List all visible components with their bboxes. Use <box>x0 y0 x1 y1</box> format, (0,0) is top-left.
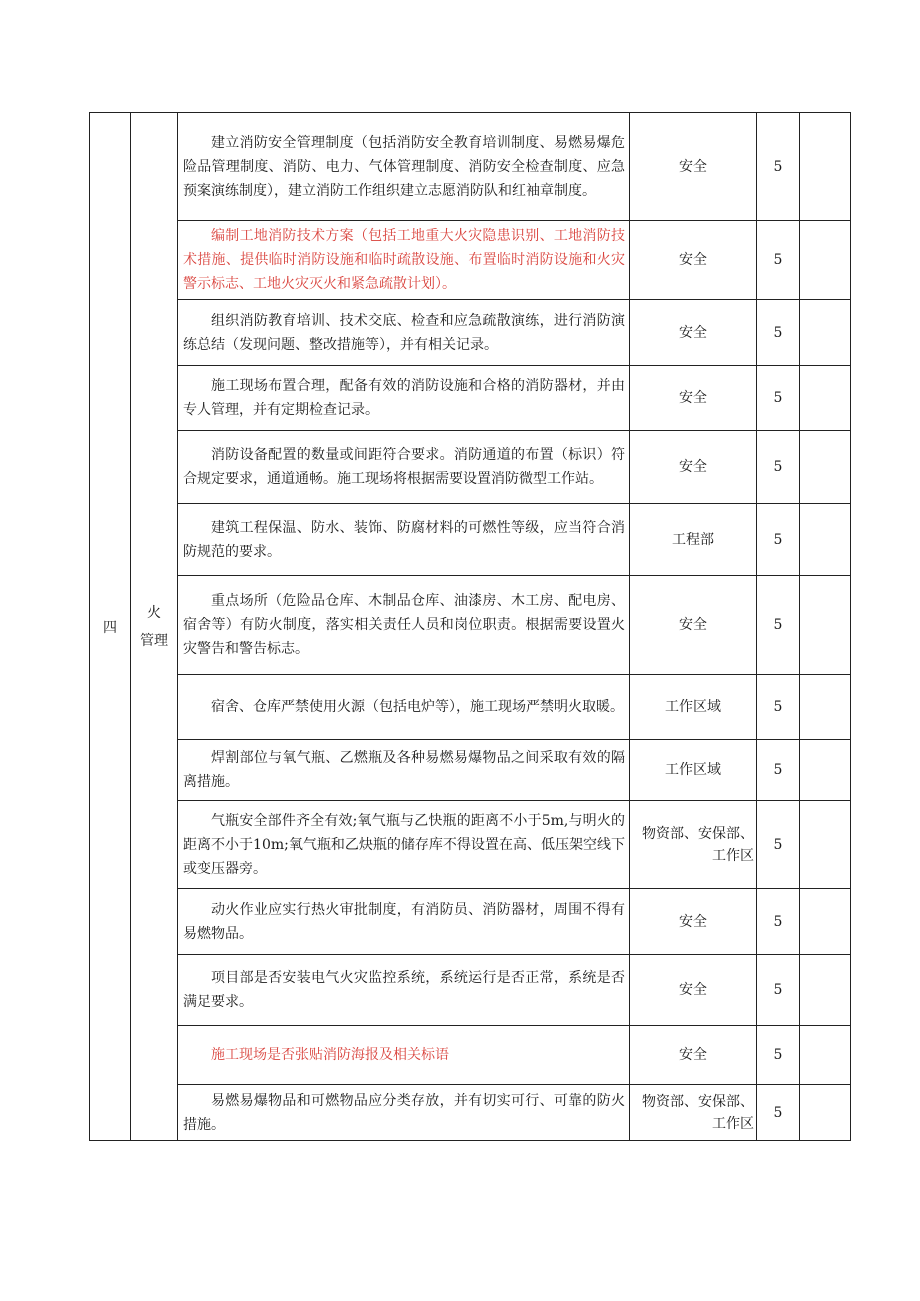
requirement-text: 动火作业应实行热火审批制度，有消防员、消防器材，周围不得有易燃物品。 <box>183 901 625 942</box>
remark-cell <box>800 366 851 431</box>
score-cell: 5 <box>757 1026 800 1085</box>
department-cell: 工作区域 <box>630 675 757 740</box>
score-cell: 5 <box>757 504 800 576</box>
requirement-cell <box>178 576 630 675</box>
table-row <box>90 801 851 889</box>
requirement-cell <box>178 300 630 366</box>
department-cell: 安全 <box>630 955 757 1026</box>
table-row <box>90 504 851 576</box>
requirement-cell <box>178 740 630 801</box>
requirement-cell <box>178 955 630 1026</box>
remark-cell <box>800 576 851 675</box>
requirement-cell <box>178 675 630 740</box>
requirement-text: 编制工地消防技术方案（包括工地重大火灾隐患识别、工地消防技术措施、提供临时消防设施和临时疏散设施、布置临时消防设施和火灾警示标志、工地火灾灭火和紧急疏散计划）。 <box>183 228 625 292</box>
table-row <box>90 366 851 431</box>
category-line-2: 管理 <box>140 632 168 649</box>
table-row <box>90 221 851 300</box>
table-row <box>90 675 851 740</box>
score-cell: 5 <box>757 801 800 889</box>
requirement-text: 消防设备配置的数量或间距符合要求。消防通道的布置（标识）符合规定要求，通道通畅。施工现场将根据需要设置消防微型工作站。 <box>183 447 625 487</box>
remark-cell <box>800 955 851 1026</box>
department-cell: 工程部 <box>630 504 757 576</box>
requirement-cell <box>178 889 630 955</box>
score-cell: 5 <box>757 113 800 221</box>
requirement-text: 建筑工程保温、防水、装饰、防腐材料的可燃性等级，应当符合消防规范的要求。 <box>183 519 625 560</box>
score-cell: 5 <box>757 955 800 1026</box>
department-cell: 安全 <box>630 889 757 955</box>
requirement-cell <box>178 504 630 576</box>
requirement-cell <box>178 801 630 889</box>
requirement-cell <box>178 1085 630 1141</box>
table-row <box>90 576 851 675</box>
table-row <box>90 431 851 504</box>
remark-cell <box>800 801 851 889</box>
remark-cell <box>800 889 851 955</box>
requirement-cell <box>178 113 630 221</box>
score-cell: 5 <box>757 889 800 955</box>
department-cell: 安全 <box>630 431 757 504</box>
remark-cell <box>800 675 851 740</box>
score-cell: 5 <box>757 675 800 740</box>
fire-management-table <box>89 112 851 1141</box>
requirement-cell <box>178 366 630 431</box>
department-cell: 安全 <box>630 221 757 300</box>
requirement-text: 易燃易爆物品和可燃物品应分类存放，并有切实可行、可靠的防火措施。 <box>183 1092 625 1133</box>
score-cell: 5 <box>757 431 800 504</box>
score-cell: 5 <box>757 576 800 675</box>
remark-cell <box>800 221 851 300</box>
score-cell: 5 <box>757 1085 800 1141</box>
table-row <box>90 740 851 801</box>
remark-cell <box>800 1085 851 1141</box>
table-row <box>90 955 851 1026</box>
requirement-text: 施工现场布置合理，配备有效的消防设施和合格的消防器材，并由专人管理，并有定期检查记录。 <box>183 378 625 418</box>
requirement-text: 建立消防安全管理制度（包括消防安全教育培训制度、易燃易爆危险品管理制度、消防、电力、气体管理制度、消防安全检查制度、应急预案演练制度），建立消防工作组织建立志愿消防队和红袖章制度。 <box>183 134 625 199</box>
requirement-cell <box>178 431 630 504</box>
requirement-cell <box>178 221 630 300</box>
remark-cell <box>800 300 851 366</box>
requirement-text: 重点场所（危险品仓库、木制品仓库、油漆房、木工房、配电房、宿舍等）有防火制度，落实相关责任人员和岗位职责。根据需要设置火灾警告和警告标志。 <box>183 593 625 657</box>
requirement-text: 宿舍、仓库严禁使用火源（包括电炉等），施工现场严禁明火取暖。 <box>211 699 624 715</box>
department-cell: 物资部、安保部、工作区 <box>630 1085 757 1141</box>
department-cell: 工作区域 <box>630 740 757 801</box>
section-number: 四 <box>90 113 131 1141</box>
remark-cell <box>800 1026 851 1085</box>
remark-cell <box>800 740 851 801</box>
remark-cell <box>800 431 851 504</box>
requirement-text: 焊割部位与氧气瓶、乙燃瓶及各种易燃易爆物品之间采取有效的隔离措施。 <box>183 750 625 790</box>
table-row <box>90 1026 851 1085</box>
department-cell: 安全 <box>630 113 757 221</box>
remark-cell <box>800 504 851 576</box>
remark-cell <box>800 113 851 221</box>
section-category <box>131 113 178 1141</box>
score-cell: 5 <box>757 300 800 366</box>
table-row <box>90 113 851 221</box>
requirement-text: 施工现场是否张贴消防海报及相关标语 <box>211 1047 449 1063</box>
table-row <box>90 300 851 366</box>
department-cell: 物资部、安保部、工作区 <box>630 801 757 889</box>
department-cell: 安全 <box>630 300 757 366</box>
category-line-1: 火 <box>147 604 161 621</box>
requirement-text: 组织消防教育培训、技术交底、检查和应急疏散演练，进行消防演练总结（发现问题、整改措施等），并有相关记录。 <box>183 312 625 353</box>
score-cell: 5 <box>757 221 800 300</box>
table-row <box>90 889 851 955</box>
department-cell: 安全 <box>630 1026 757 1085</box>
requirement-text: 项目部是否安装电气火灾监控系统，系统运行是否正常，系统是否满足要求。 <box>183 970 625 1010</box>
score-cell: 5 <box>757 740 800 801</box>
requirement-text: 气瓶安全部件齐全有效;氧气瓶与乙快瓶的距离不小于5m,与明火的距离不小于10m;氧气瓶和乙炔瓶的储存库不得设置在高、低压架空线下或变压器旁。 <box>183 812 625 877</box>
department-cell: 安全 <box>630 366 757 431</box>
requirement-cell <box>178 1026 630 1085</box>
department-cell: 安全 <box>630 576 757 675</box>
table-row <box>90 1085 851 1141</box>
score-cell: 5 <box>757 366 800 431</box>
